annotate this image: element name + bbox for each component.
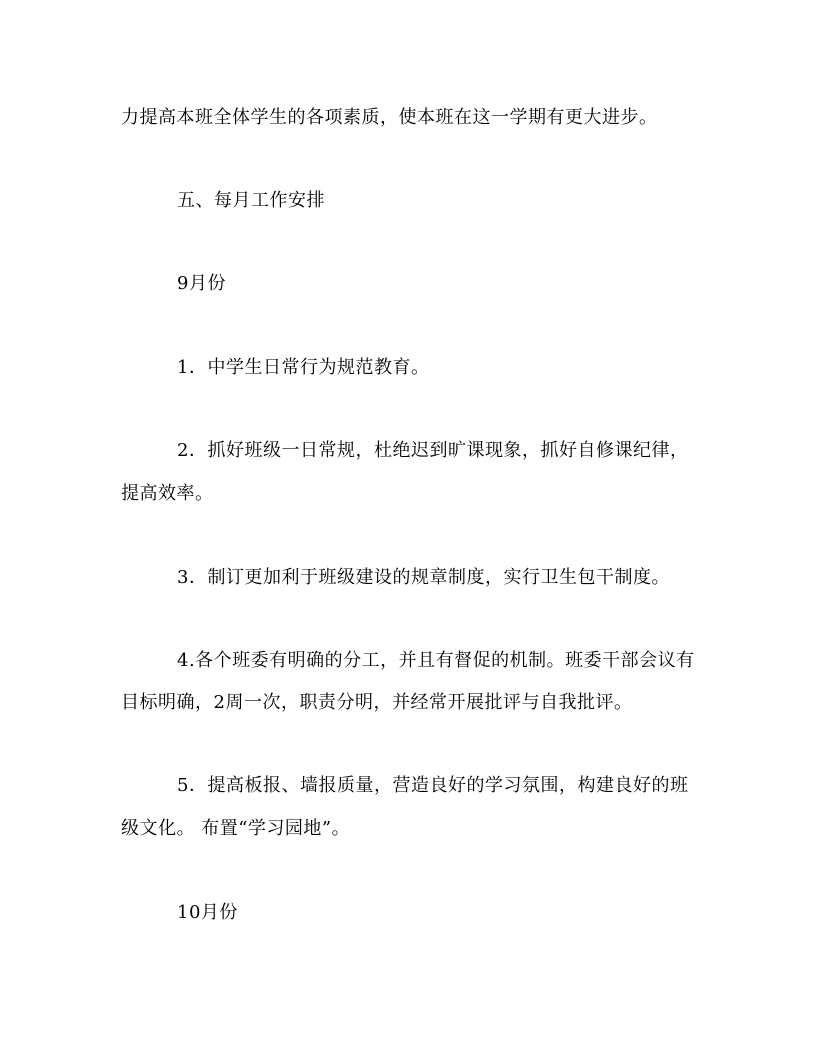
list-item-1: 1．中学生日常行为规范教育。 bbox=[177, 357, 430, 378]
list-item-4: 4.各个班委有明确的分工，并且有督促的机制。班委干部会议有 bbox=[177, 650, 695, 671]
list-item-5-continuation: 级文化。 布置“学习园地”。 bbox=[121, 818, 351, 839]
list-item-5: 5．提高板报、墙报质量，营造良好的学习氛围，构建良好的班 bbox=[177, 775, 689, 796]
list-item-4-continuation: 目标明确，2周一次，职责分明，并经常开展批评与自我批评。 bbox=[121, 692, 633, 713]
month-heading-october: 10月份 bbox=[177, 902, 238, 923]
month-heading-september: 9月份 bbox=[177, 273, 226, 294]
list-item-2: 2．抓好班级一日常规，杜绝迟到旷课现象，抓好自修课纪律， bbox=[177, 440, 689, 461]
list-item-3: 3．制订更加利于班级建设的规章制度，实行卫生包干制度。 bbox=[177, 567, 670, 588]
section-heading: 五、每月工作安排 bbox=[177, 190, 325, 211]
paragraph-continuation: 力提高本班全体学生的各项素质，使本班在这一学期有更大进步。 bbox=[121, 107, 658, 128]
list-item-2-continuation: 提高效率。 bbox=[121, 483, 214, 504]
